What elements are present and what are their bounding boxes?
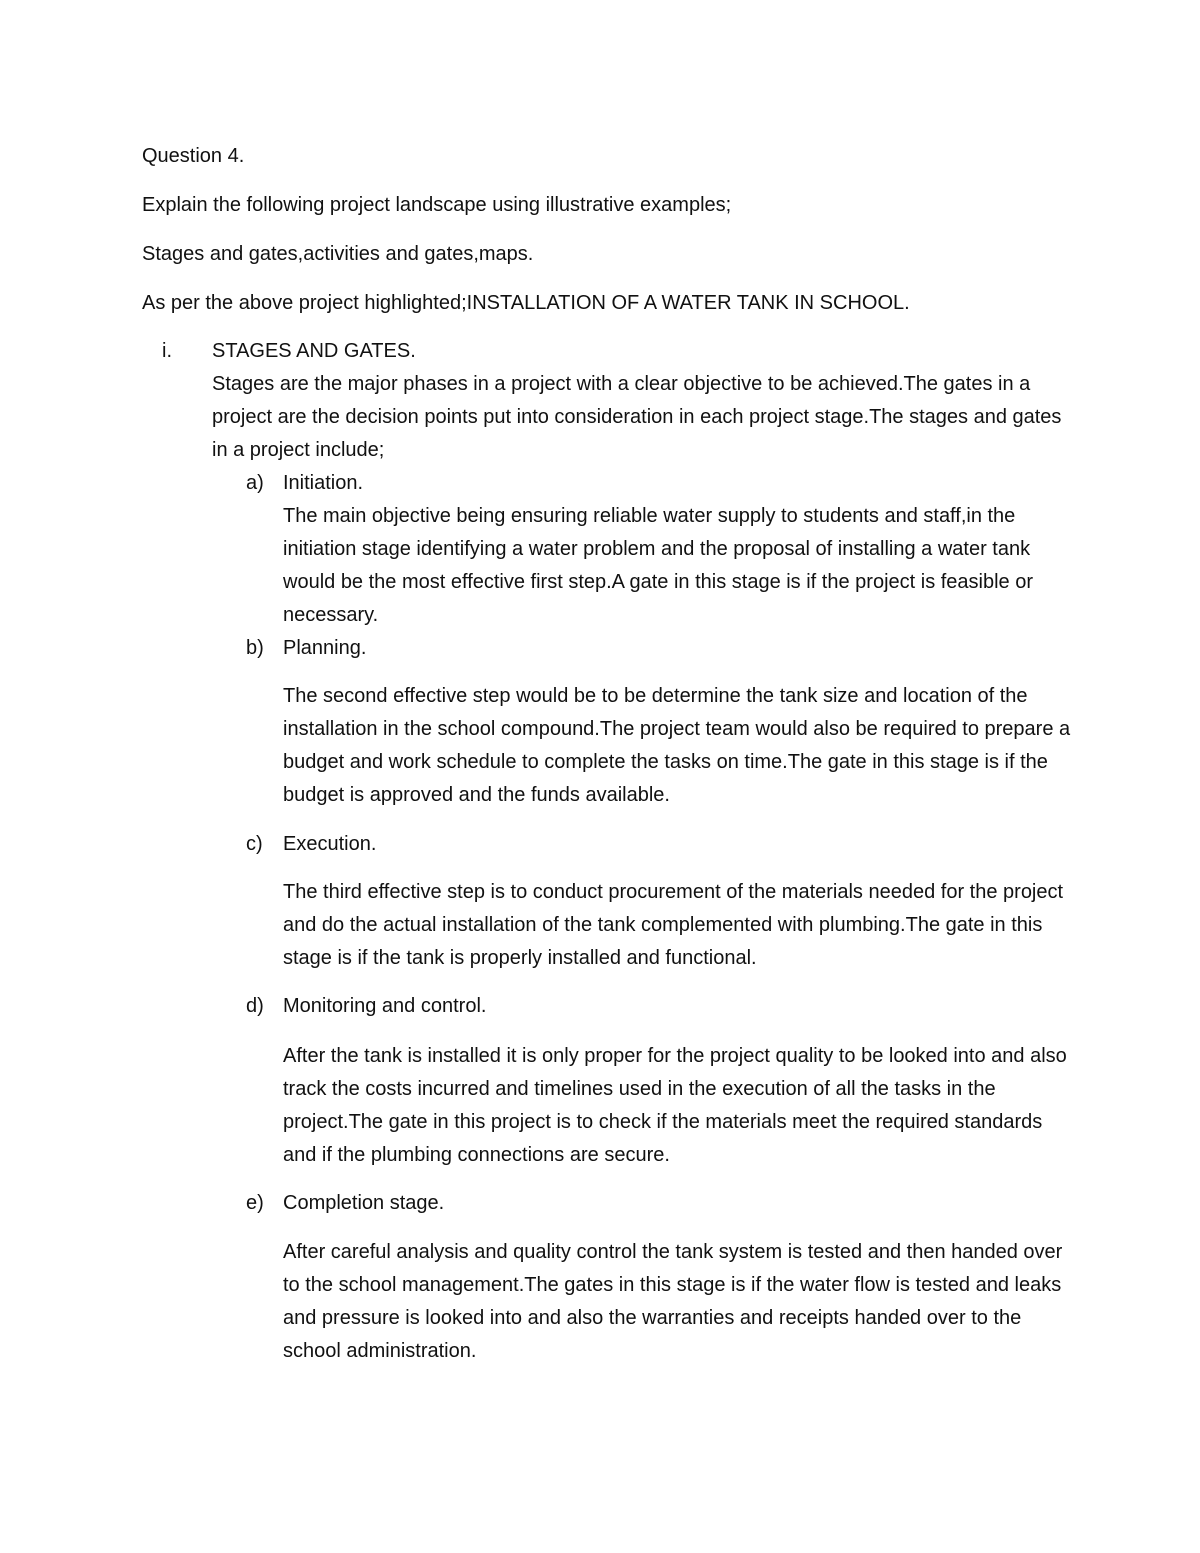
project-line: As per the above project highlighted;INSTALLATION OF A WATER TANK IN SCHOOL. [142,292,910,314]
stage-text: After the tank is installed it is only proper for the project quality to be looked into and also track the costs incurred and timelines used in the execution of all the tasks in the project.The gate in this project is to check if the materials meet the required standards and if the plumbing connections are secure. [283,1045,1067,1166]
stage-title: Completion stage. [283,1192,445,1214]
stage-marker: e) [246,1192,264,1214]
question-prompt: Explain the following project landscape using illustrative examples; [142,194,732,216]
stage-marker: b) [246,637,264,659]
stage-marker: a) [246,472,264,494]
section-intro: Stages are the major phases in a project with a clear objective to be achieved.The gates in a project are the decision points put into consideration in each project stage.The stages and gates in a project include; [212,373,1062,461]
stage-title: Planning. [283,637,367,659]
stage-text: The main objective being ensuring reliable water supply to students and staff,in the initiation stage identifying a water problem and the proposal of installing a water tank would be the most effective first step.A gate in this stage is if the project is feasible or necessary. [283,505,1034,626]
section-title: STAGES AND GATES. [212,340,416,362]
stage-title: Initiation. [283,472,364,494]
stage-marker: c) [246,833,263,855]
stage-text: After careful analysis and quality control the tank system is tested and then handed over to the school management.The gates in this stage is if the water flow is tested and leaks and pressure is looked into and also the warranties and receipts handed over to the school administration. [283,1241,1063,1362]
stage-text: The second effective step would be to be determine the tank size and location of the installation in the school compound.The project team would also be required to prepare a budget and work schedule to complete the tasks on time.The gate in this stage is if the budget is approved and the funds available. [283,685,1071,806]
question-title: Question 4. [142,145,245,167]
section-marker: i. [162,340,172,362]
question-topics: Stages and gates,activities and gates,maps. [142,243,534,265]
stage-title: Execution. [283,833,377,855]
stage-marker: d) [246,995,264,1017]
stage-title: Monitoring and control. [283,995,487,1017]
stage-text: The third effective step is to conduct procurement of the materials needed for the project and do the actual installation of the tank complemented with plumbing.The gate in this stage is if the tank is properly installed and functional. [283,881,1064,969]
